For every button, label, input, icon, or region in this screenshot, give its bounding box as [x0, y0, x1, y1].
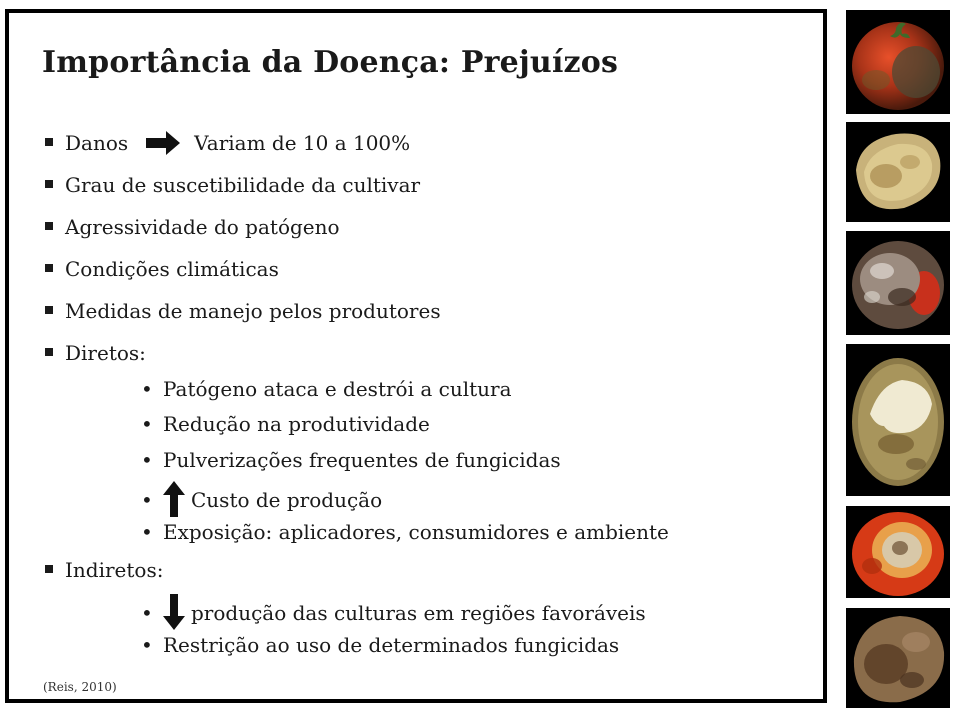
square-bullet-icon	[45, 264, 53, 272]
sub-bullet-indiretos	[141, 631, 619, 659]
bullet-diretos	[45, 339, 146, 367]
sub-bullet-diretos	[141, 446, 561, 474]
sub-bullet-text: Pulverizações frequentes de fungicidas	[163, 448, 561, 472]
bullet-extra: Variam de 10 a 100%	[194, 131, 411, 155]
dot-bullet-icon: •	[141, 633, 153, 657]
photo-tomato-blight	[846, 10, 950, 114]
square-bullet-icon	[45, 306, 53, 314]
dot-bullet-icon: •	[141, 488, 153, 512]
photo-tomato-lesion	[846, 506, 950, 598]
bullet-label: Diretos:	[65, 341, 146, 365]
square-bullet-icon	[45, 138, 53, 146]
arrow-down-icon	[163, 594, 185, 630]
dot-bullet-icon: •	[141, 412, 153, 436]
bullet-agressividade	[45, 213, 340, 241]
dot-bullet-icon: •	[141, 377, 153, 401]
sub-bullet-diretos	[141, 518, 669, 546]
bullet-suscetibilidade	[45, 171, 420, 199]
bullet-label: Grau de suscetibilidade da cultivar	[65, 173, 421, 197]
dot-bullet-icon: •	[141, 520, 153, 544]
photo-potato-tuber	[846, 608, 950, 708]
sub-bullet-text: produção das culturas em regiões favoráveis	[191, 601, 646, 625]
bullet-indiretos	[45, 556, 163, 584]
sub-bullet-diretos	[141, 481, 382, 517]
photo-potato-rot	[846, 344, 950, 496]
bullet-danos	[45, 129, 410, 157]
citation: (Reis, 2010)	[43, 680, 117, 694]
arrow-up-icon	[163, 481, 185, 517]
bullet-label: Agressividade do patógeno	[65, 215, 340, 239]
sub-bullet-indiretos	[141, 594, 646, 630]
sub-bullet-text: Exposição: aplicadores, consumidores e ambiente	[163, 520, 669, 544]
dot-bullet-icon: •	[141, 601, 153, 625]
slide-frame	[5, 9, 827, 703]
bullet-label: Indiretos:	[65, 558, 164, 582]
sub-bullet-text: Redução na produtividade	[163, 412, 430, 436]
photo-potato-slice	[846, 122, 950, 222]
sub-bullet-diretos	[141, 410, 430, 438]
slide-title: Importância da Doença: Prejuízos	[42, 45, 619, 80]
square-bullet-icon	[45, 565, 53, 573]
bullet-manejo	[45, 297, 441, 325]
square-bullet-icon	[45, 180, 53, 188]
arrow-right-icon	[146, 131, 180, 155]
photo-tomato-mold	[846, 231, 950, 335]
square-bullet-icon	[45, 222, 53, 230]
bullet-label: Danos	[65, 131, 129, 155]
sub-bullet-diretos	[141, 375, 512, 403]
dot-bullet-icon: •	[141, 448, 153, 472]
sub-bullet-text: Restrição ao uso de determinados fungicidas	[163, 633, 620, 657]
sub-bullet-text: Custo de produção	[191, 488, 383, 512]
square-bullet-icon	[45, 348, 53, 356]
bullet-label: Medidas de manejo pelos produtores	[65, 299, 441, 323]
sub-bullet-text: Patógeno ataca e destrói a cultura	[163, 377, 512, 401]
bullet-condicoes	[45, 255, 279, 283]
bullet-label: Condições climáticas	[65, 257, 279, 281]
